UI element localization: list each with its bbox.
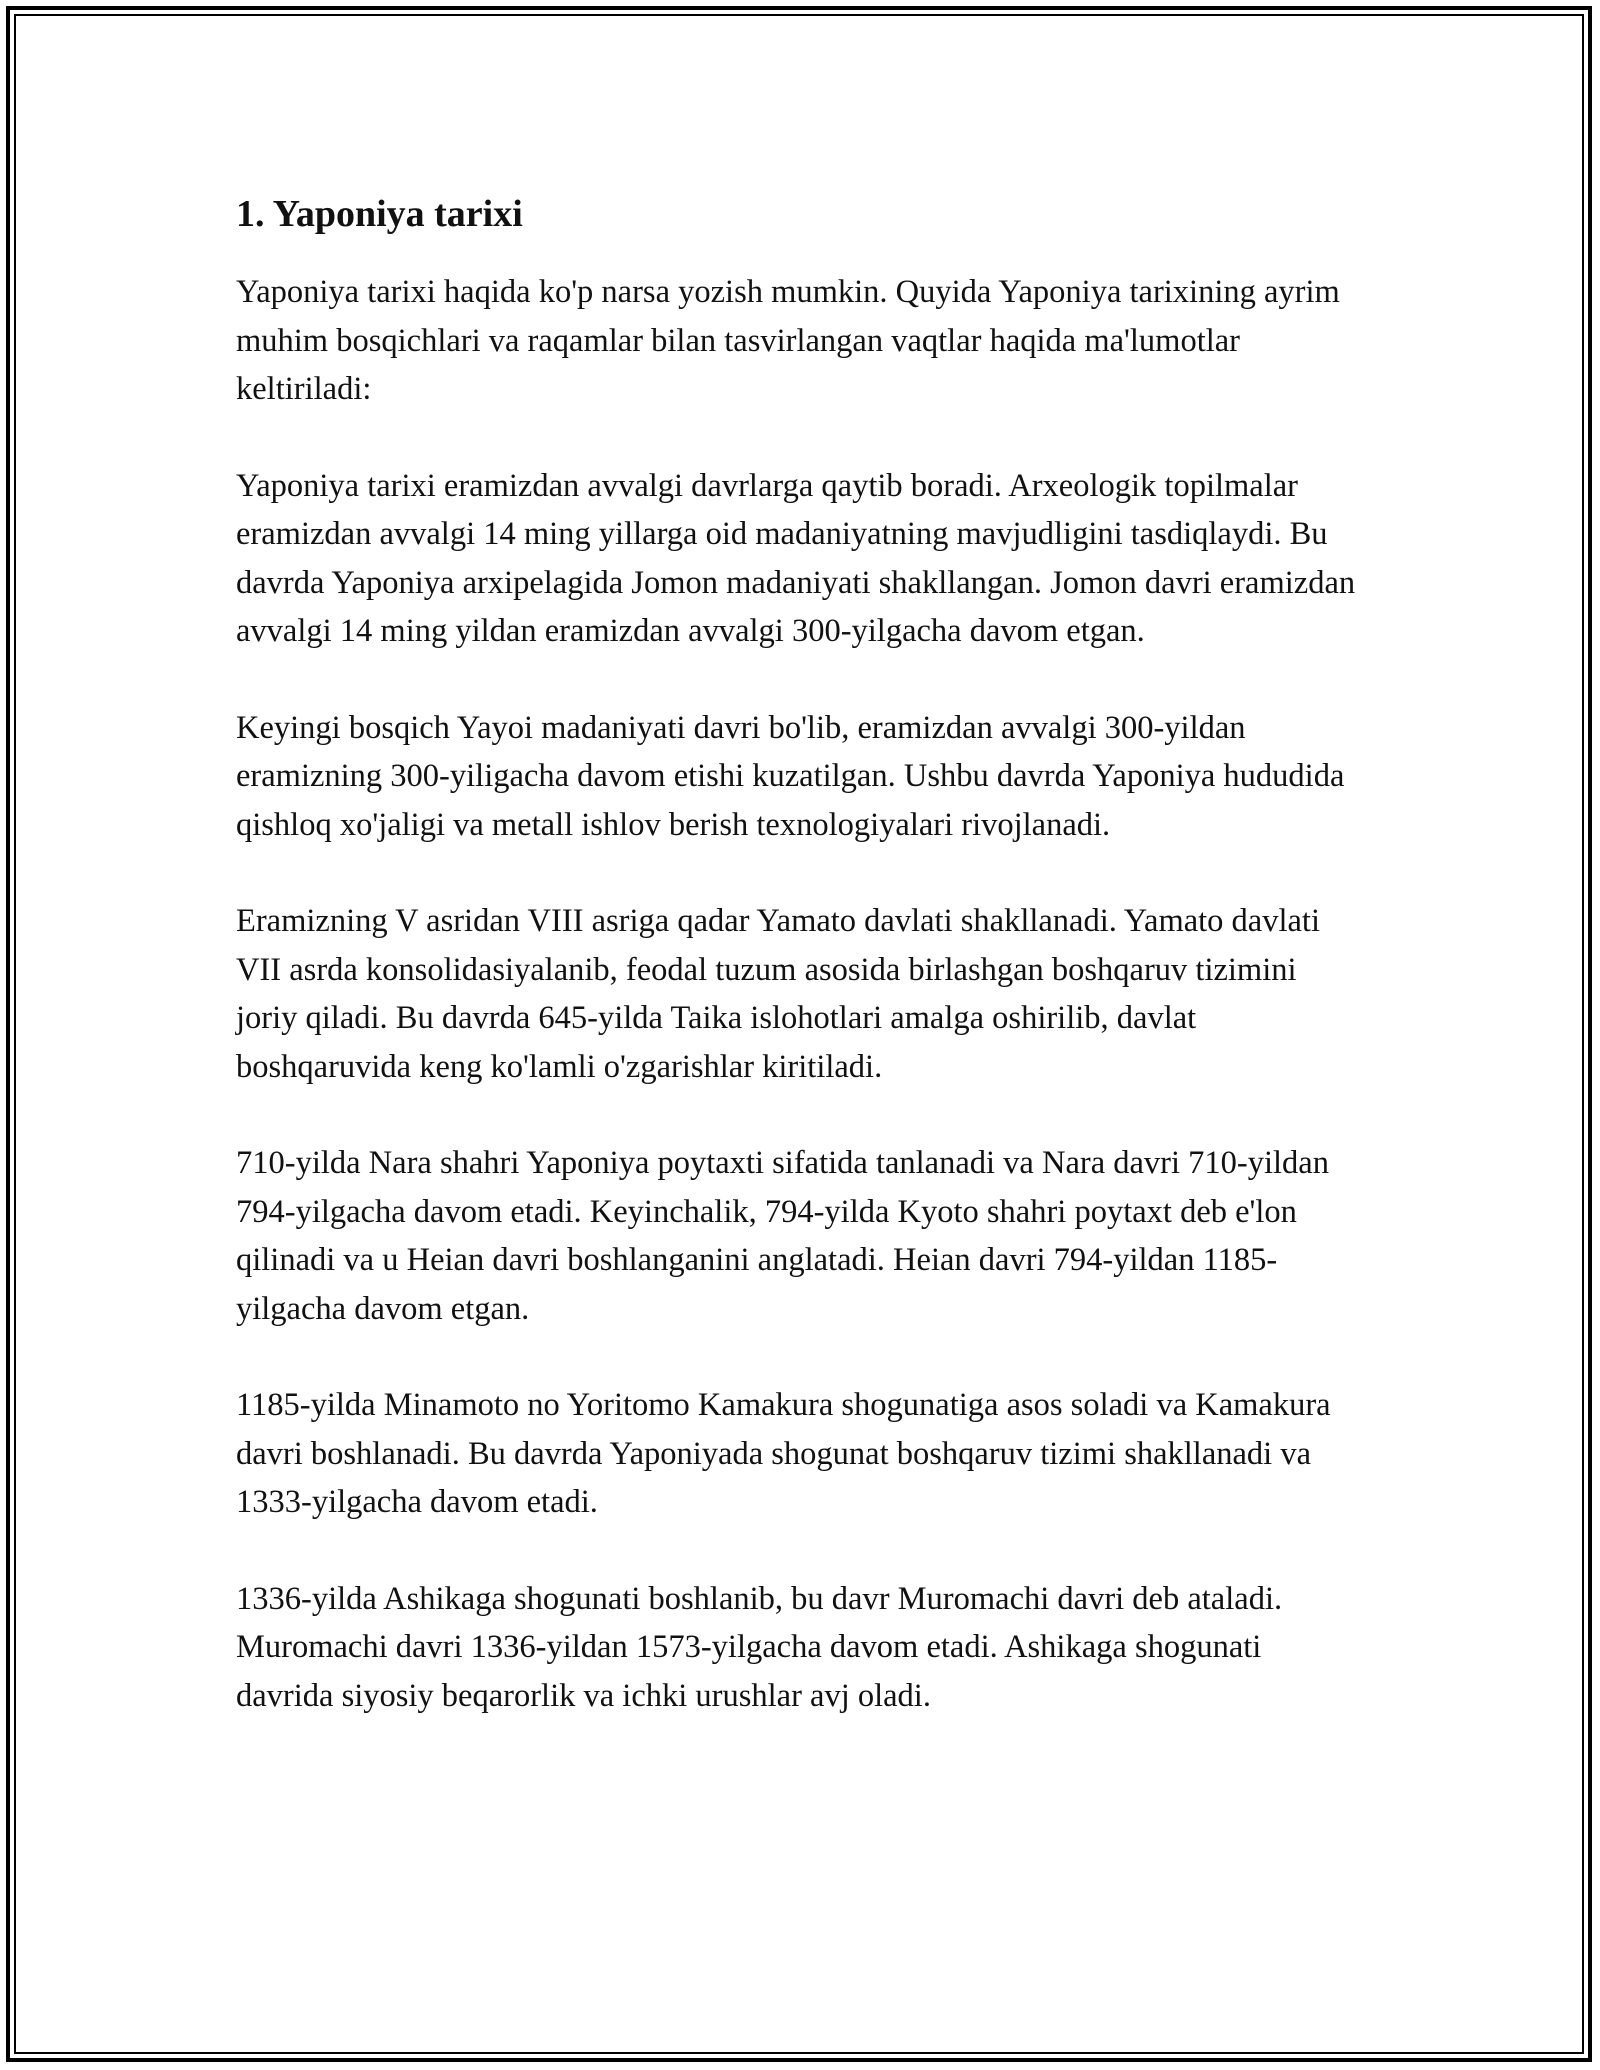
paragraph-jomon: Yaponiya tarixi eramizdan avvalgi davrlarga qaytib boradi. Arxeologik topilmalar eramizdan avvalgi 14 ming yillarga oid madaniyatning mavjudligini tasdiqlaydi. Bu davrda Yaponiya arxipelagida Jomon madaniyati shakllangan. Jomon davri eramizdan avvalgi 14 ming yildan eramizdan avvalgi 300-yilgacha davom etgan. [236, 467, 1356, 649]
paragraph-kamakura: 1185-yilda Minamoto no Yoritomo Kamakura shogunatiga asos soladi va Kamakura davri boshlanadi. Bu davrda Yaponiyada shogunat boshqaruv tizimi shakllanadi va 1333-yilgacha davom etadi. [236, 1387, 1331, 1520]
paragraph-nara-heian: 710-yilda Nara shahri Yaponiya poytaxti sifatida tanlanadi va Nara davri 710-yildan 794-yilgacha davom etadi. Keyinchalik, 794-yilda Kyoto shahri poytaxt deb e'lon qilinadi va u Heian davri boshlanganini anglatadi. Heian davri 794-yildan 1185-yilgacha davom etgan. [236, 1145, 1329, 1327]
document-body [236, 186, 1366, 1768]
paragraph-muromachi: 1336-yilda Ashikaga shogunati boshlanib, bu davr Muromachi davri deb ataladi. Muromachi davri 1336-yildan 1573-yilgacha davom etadi. Ashikaga shogunati davrida siyosiy beqarorlik va ichki urushlar avj oladi. [236, 1580, 1283, 1714]
paragraph-yamato: Eramizning V asridan VIII asriga qadar Yamato davlati shakllanadi. Yamato davlati VII asrda konsolidasiyalanib, feodal tuzum asosida birlashgan boshqaruv tizimini joriy qiladi. Bu davrda 645-yilda Taika islohotlari amalga oshirilib, davlat boshqaruvida keng ko'lamli o'zgarishlar kiritiladi. [236, 903, 1320, 1085]
paragraph-intro: Yaponiya tarixi haqida ko'p narsa yozish mumkin. Quyida Yaponiya tarixining ayrim muhim bosqichlari va raqamlar bilan tasvirlangan vaqtlar haqida ma'lumotlar keltiriladi: [236, 274, 1340, 407]
paragraph-yayoi: Keyingi bosqich Yayoi madaniyati davri bo'lib, eramizdan avvalgi 300-yildan eramizning 300-yiligacha davom etishi kuzatilgan. Ushbu davrda Yaponiya hududida qishloq xo'jaligi va metall ishlov berish texnologiyalari rivojlanadi. [236, 709, 1345, 843]
section-heading: 1. Yaponiya tarixi [236, 193, 523, 235]
